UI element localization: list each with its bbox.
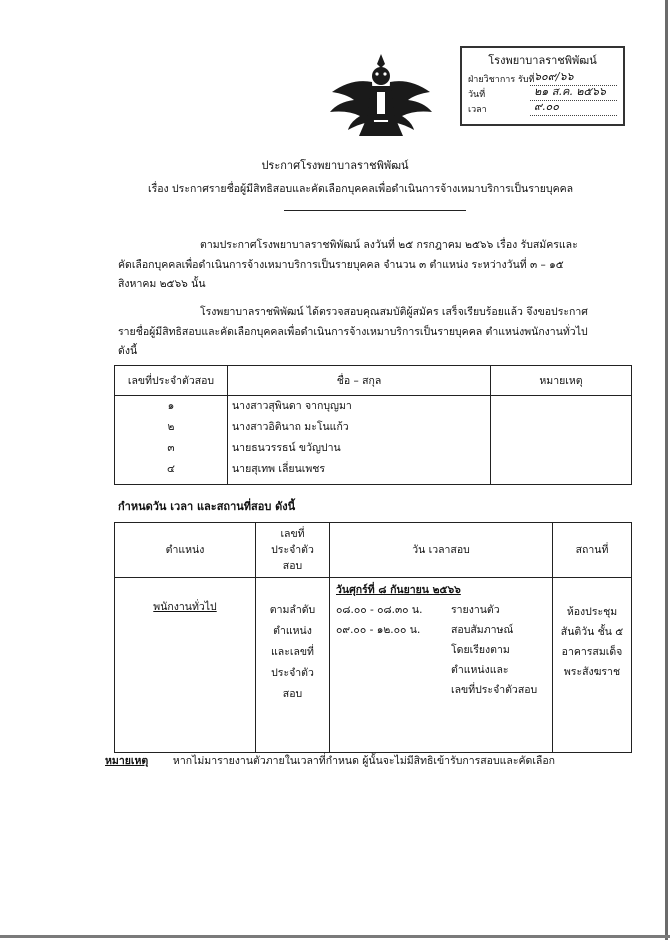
candidate-name: นางสาวอิตินาถ มะโนแก้ว (232, 421, 349, 433)
order-line: ประจำตัว (271, 667, 314, 679)
header-full-name: ชื่อ – สกุล (228, 366, 491, 396)
header-place: สถานที่ (553, 523, 632, 578)
header-exam-number-line: สอบ (282, 560, 303, 572)
position-cell (115, 578, 256, 753)
table-header-row (115, 523, 632, 578)
paragraph-1-line-1: ตามประกาศโรงพยาบาลราชพิพัฒน์ ลงวันที่ ๒๕ กรกฎาคม ๒๕๖๖ เรื่อง รับสมัครและ (200, 239, 578, 251)
place-line: ห้องประชุม (566, 606, 618, 618)
paragraph-2-line-1: โรงพยาบาลราชพิพัฒน์ ได้ตรวจสอบคุณสมบัติผู้สมัคร เสร็จเรียบร้อยแล้ว จึงขอประกาศ (200, 306, 588, 318)
candidate-name: นายธนวรรธน์ ขวัญปาน (232, 442, 341, 454)
slot-time: ๐๘.๐๐ - ๐๘.๓๐ น. (336, 604, 423, 616)
candidate-table (114, 365, 632, 485)
slot-row (336, 620, 552, 640)
place-line: สันติวัน ชั้น ๕ (560, 626, 624, 638)
title-divider (284, 210, 466, 211)
exam-number-cell (115, 396, 228, 485)
candidate-name: นางสาวสุพินดา จากบุญมา (232, 400, 352, 412)
header-datetime: วัน เวลาสอบ (330, 523, 553, 578)
order-cell (256, 578, 330, 753)
exam-number: ๑ (167, 400, 175, 412)
schedule-heading: กำหนดวัน เวลา และสถานที่สอบ ดังนี้ (118, 500, 296, 513)
header-exam-number (256, 523, 330, 578)
place-line: อาคารสมเด็จ (561, 646, 623, 658)
subject-text: ประกาศรายชื่อผู้มีสิทธิสอบและคัดเลือกบุคคลเพื่อดำเนินการจ้างเหมาบริการเป็นรายบุคคล (172, 183, 574, 195)
slot-description: สอบสัมภาษณ์ (451, 624, 514, 636)
garuda-emblem (325, 52, 437, 144)
receipt-stamp (460, 46, 625, 126)
table-body-row (115, 578, 632, 753)
note (105, 752, 555, 769)
scan-edge (665, 0, 668, 940)
paragraph-2-line-3: ดังนี้ (118, 345, 138, 357)
note-text: หากไม่มารายงานตัวภายในเวลาที่กำหนด ผู้นั้นจะไม่มีสิทธิเข้ารับการสอบและคัดเลือก (172, 755, 556, 767)
datetime-cell (330, 578, 553, 753)
header-remarks: หมายเหตุ (491, 366, 632, 396)
subject-label: เรื่อง (148, 183, 169, 195)
order-line: ตามลำดับ (269, 604, 316, 616)
paragraph-1-line-2: คัดเลือกบุคคลเพื่อดำเนินการจ้างเหมาบริการเป็นรายบุคคล จำนวน ๓ ตำแหน่ง ระหว่างวันที่ ๓ – ๑๕ (118, 259, 564, 271)
stamp-receipt-label: ฝ่ายวิชาการ รับที่ (468, 75, 535, 85)
order-line: และเลขที่ (271, 646, 314, 658)
table-body-row (115, 396, 632, 485)
stamp-date: ๒๑ ส.ค. ๒๕๖๖ (530, 82, 617, 101)
schedule-table (114, 522, 632, 753)
paragraph-1-line-3: สิงหาคม ๒๕๖๖ นั้น (118, 278, 206, 290)
position-name: พนักงานทั่วไป (153, 601, 217, 613)
candidate-name: นายสุเทพ เลี่ยนเพชร (232, 463, 326, 475)
stamp-date-label: วันที่ (468, 90, 486, 100)
slot-row (336, 600, 552, 620)
note-label: หมายเหตุ (105, 755, 149, 767)
exam-number: ๒ (167, 421, 175, 433)
announcement-subject (148, 180, 573, 197)
place-line: พระสังฆราช (563, 666, 621, 678)
remarks-cell (491, 396, 632, 485)
scan-edge (0, 935, 670, 938)
order-line: ตำแหน่ง (273, 625, 312, 637)
header-exam-number: เลขที่ประจำตัวสอบ (115, 366, 228, 396)
announcement-title: ประกาศโรงพยาบาลราชพิพัฒน์ (261, 159, 409, 172)
header-exam-number-line: ประจำตัว (271, 544, 314, 556)
slot-time: ๐๙.๐๐ - ๑๒.๐๐ น. (336, 624, 421, 636)
stamp-receipt-number: ๖๐๙/๖๖ (530, 67, 617, 86)
exam-number: ๔ (167, 463, 175, 475)
slot-description: โดยเรียงตาม (451, 644, 510, 656)
stamp-org: โรงพยาบาลราชพิพัฒน์ (488, 54, 597, 67)
header-exam-number-line: เลขที่ (280, 528, 305, 540)
paragraph-2-line-2: รายชื่อผู้มีสิทธิสอบและคัดเลือกบุคคลเพื่อดำเนินการจ้างเหมาบริการเป็นรายบุคคล ตำแหน่งพนักงานทั่วไป (118, 326, 588, 338)
stamp-time: ๙.๐๐ (530, 97, 617, 116)
slot-description: ตำแหน่งและ (451, 664, 509, 676)
slot-description: เลขที่ประจำตัวสอบ (451, 684, 538, 696)
exam-number: ๓ (167, 442, 175, 454)
slot-description: รายงานตัว (451, 604, 500, 616)
table-header-row (115, 366, 632, 396)
header-position: ตำแหน่ง (115, 523, 256, 578)
order-line: สอบ (282, 688, 303, 700)
stamp-time-label: เวลา (468, 105, 487, 115)
full-name-cell (228, 396, 491, 485)
exam-date: วันศุกร์ที่ ๘ กันยายน ๒๕๖๖ (336, 584, 461, 596)
place-cell (553, 578, 632, 753)
